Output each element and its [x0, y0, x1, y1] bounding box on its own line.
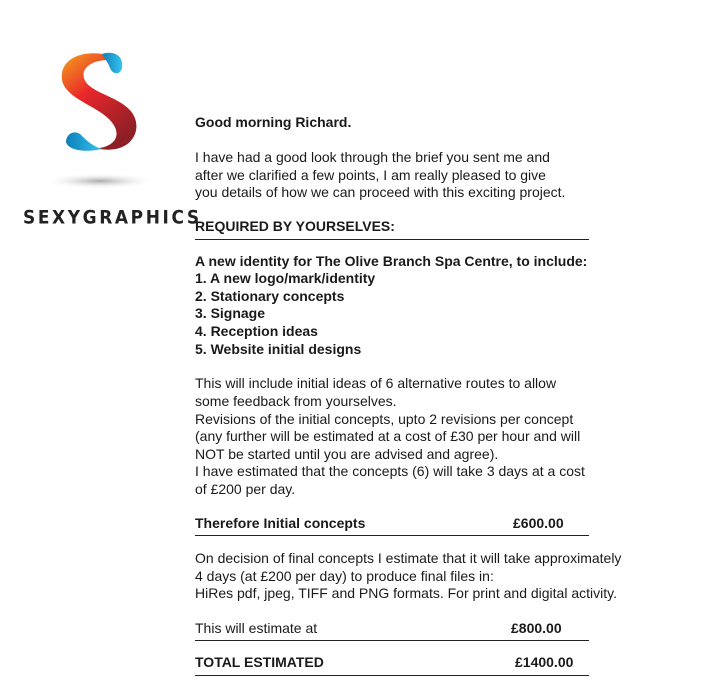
- estimate-amount: £800.00: [511, 620, 562, 636]
- details-line: Revisions of the initial concepts, upto 2 revisions per concept: [195, 411, 574, 427]
- list-item: 3. Signage: [195, 305, 266, 321]
- intro-line: you details of how we can proceed with this exciting project.: [195, 184, 566, 200]
- divider: [195, 675, 589, 676]
- divider: [195, 640, 589, 641]
- divider: [195, 535, 589, 536]
- divider: [195, 239, 589, 240]
- identity-line: A new identity for The Olive Branch Spa Centre, to include:: [195, 253, 588, 269]
- estimate-label: This will estimate at: [195, 620, 318, 636]
- list-item: 2. Stationary concepts: [195, 288, 345, 304]
- final-line: HiRes pdf, jpeg, TIFF and PNG formats. For print and digital activity.: [195, 585, 617, 601]
- brand-name: SEXYGRAPHICS: [23, 207, 202, 229]
- list-item: 1. A new logo/mark/identity: [195, 270, 376, 286]
- greeting: Good morning Richard.: [195, 114, 352, 130]
- details-line: NOT be started until you are advised and agree).: [195, 446, 499, 462]
- details-line: This will include initial ideas of 6 alternative routes to allow: [195, 375, 557, 391]
- intro-line: after we clarified a few points, I am really pleased to give: [195, 167, 546, 183]
- intro-line: I have had a good look through the brief you sent me and: [195, 149, 550, 165]
- list-item: 5. Website initial designs: [195, 341, 362, 357]
- final-line: 4 days (at £200 per day) to produce final files in:: [195, 568, 494, 584]
- final-line: On decision of final concepts I estimate that it will take approximately: [195, 550, 622, 566]
- details-line: (any further will be estimated at a cost of £30 per hour and will: [195, 428, 581, 444]
- required-heading: REQUIRED BY YOURSELVES:: [195, 218, 395, 234]
- details-line: I have estimated that the concepts (6) will take 3 days at a cost: [195, 463, 585, 479]
- list-item: 4. Reception ideas: [195, 323, 318, 339]
- total-label: TOTAL ESTIMATED: [195, 654, 324, 670]
- initial-amount: £600.00: [513, 515, 564, 531]
- details-line: some feedback from yourselves.: [195, 393, 397, 409]
- details-line: of £200 per day.: [195, 481, 296, 497]
- sexygraphics-logo-icon: [30, 50, 170, 200]
- total-amount: £1400.00: [515, 654, 574, 670]
- initial-label: Therefore Initial concepts: [195, 515, 366, 531]
